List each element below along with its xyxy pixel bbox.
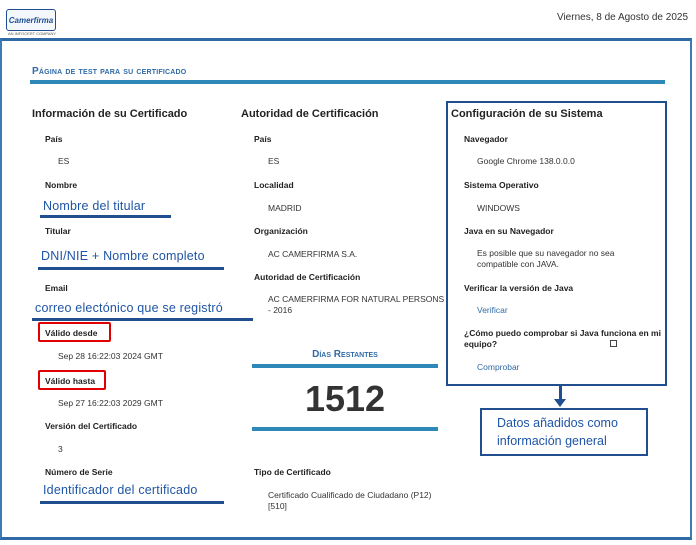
sys-java-value: Es posible que su navegador no sea compatible con JAVA. <box>477 248 615 269</box>
cert-titular-label: Titular <box>45 226 71 236</box>
annotation-underline <box>32 318 253 321</box>
cert-version-label: Versión del Certificado <box>45 421 138 431</box>
note-line-1: Datos añadidos como <box>497 416 618 430</box>
auth-tipo-label: Tipo de Certificado <box>254 467 331 477</box>
auth-organizacion-value: AC CAMERFIRMA S.A. <box>268 249 358 259</box>
auth-pais-label: País <box>254 134 272 144</box>
sys-navegador-label: Navegador <box>464 134 508 144</box>
cert-version-value: 3 <box>58 444 63 454</box>
sys-comprobar-label: ¿Cómo puedo comprobar si Java funciona en mi equipo? <box>464 328 661 349</box>
annotation-email: correo electónico que se registró <box>35 301 223 315</box>
note-line-2: información general <box>497 434 607 448</box>
cert-pais-label: País <box>45 134 63 144</box>
title-rule <box>30 80 665 84</box>
system-title: Configuración de su Sistema <box>451 108 603 120</box>
auth-localidad-value: MADRID <box>268 203 302 213</box>
note-box <box>480 408 648 456</box>
sys-navegador-value: Google Chrome 138.0.0.0 <box>477 156 575 166</box>
logo-subtitle: AN INFOCERT COMPANY <box>8 31 57 36</box>
auth-localidad-label: Localidad <box>254 180 294 190</box>
cert-email-label: Email <box>45 283 68 293</box>
dias-rule-top <box>252 364 438 368</box>
comprobar-link[interactable]: Comprobar <box>477 362 520 372</box>
annotation-underline <box>40 215 171 218</box>
cert-serie-label: Número de Serie <box>45 467 113 477</box>
annotation-underline <box>40 501 224 504</box>
cert-valido-desde-label: Válido desde <box>45 328 98 338</box>
arrow-line <box>559 386 562 400</box>
current-date: Viernes, 8 de Agosto de 2025 <box>556 12 688 23</box>
camerfirma-logo: Camerfirma <box>6 9 56 31</box>
sys-verificar-label: Verificar la versión de Java <box>464 283 574 293</box>
dias-restantes-title: Días Restantes <box>312 349 378 360</box>
annotation-serie: Identificador del certificado <box>43 483 198 497</box>
sys-so-value: WINDOWS <box>477 203 520 213</box>
page-title: Página de test para su certificado <box>32 66 187 77</box>
annotation-titular: DNI/NIE + Nombre completo <box>41 249 205 263</box>
auth-organizacion-label: Organización <box>254 226 308 236</box>
auth-tipo-value: Certificado Cualificado de Ciudadano (P12) [510] <box>268 490 432 511</box>
annotation-nombre: Nombre del titular <box>43 199 146 213</box>
authority-title: Autoridad de Certificación <box>241 108 379 120</box>
annotation-underline <box>38 267 224 270</box>
sys-so-label: Sistema Operativo <box>464 180 539 190</box>
verificar-link[interactable]: Verificar <box>477 305 508 315</box>
dias-restantes-value: 1512 <box>304 378 386 419</box>
auth-autoridad-value: AC CAMERFIRMA FOR NATURAL PERSONS - 2016 <box>268 294 445 315</box>
auth-pais-value: ES <box>268 156 280 166</box>
cert-valido-hasta-value: Sep 27 16:22:03 2029 GMT <box>58 398 163 408</box>
cert-valido-hasta-label: Válido hasta <box>45 376 96 386</box>
cert-valido-desde-value: Sep 28 16:22:03 2024 GMT <box>58 351 163 361</box>
auth-autoridad-label: Autoridad de Certificación <box>254 272 361 282</box>
cert-pais-value: ES <box>58 156 70 166</box>
sys-java-label: Java en su Navegador <box>464 226 554 236</box>
dias-rule-bottom <box>252 427 438 431</box>
checkbox[interactable] <box>610 340 617 347</box>
cert-info-title: Información de su Certificado <box>32 108 188 120</box>
cert-nombre-label: Nombre <box>45 180 78 190</box>
arrow-down-icon <box>554 399 566 407</box>
